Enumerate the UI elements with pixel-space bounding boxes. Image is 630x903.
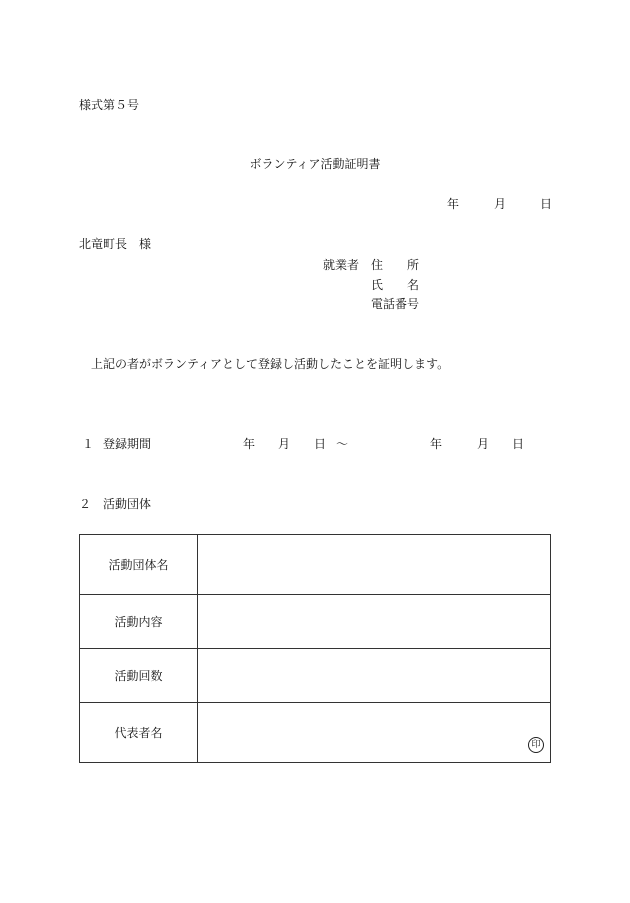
section2-label: 活動団体 [103,497,152,511]
period-from-year: 年 [243,437,256,451]
issue-day-label: 日 [540,197,553,211]
group-name-field[interactable] [198,535,551,595]
group-name-label: 活動団体名 [80,535,198,595]
table-row [80,595,551,649]
activity-content-label: 活動内容 [80,595,198,649]
table-row [80,649,551,703]
table-row [80,535,551,595]
issue-month-label: 月 [494,197,507,211]
activity-count-label: 活動回数 [80,649,198,703]
representative-label: 代表者名 [80,703,198,763]
period-to-year: 年 [430,437,443,451]
period-to-day: 日 [512,437,525,451]
issue-year-label: 年 [447,197,460,211]
table-row [80,703,551,763]
period-to-month: 月 [477,437,490,451]
activity-count-field[interactable] [198,649,551,703]
name-label: 氏 名 [371,278,420,292]
form-number: 様式第５号 [79,98,140,112]
period-from-day: 日 [314,437,327,451]
section1-label: 登録期間 [103,437,152,451]
applicant-label: 就業者 [323,258,360,272]
seal-mark: 印 [528,737,544,753]
section1-number: １ [82,437,95,451]
activity-table [79,534,551,763]
activity-content-field[interactable] [198,595,551,649]
representative-field[interactable] [198,703,551,763]
certification-text: 上記の者がボランティアとして登録し活動したことを証明します。 [91,357,450,371]
section2-number: ２ [79,497,92,511]
document-title: ボランティア活動証明書 [249,157,381,171]
period-from-month: 月 [278,437,291,451]
address-label: 住 所 [371,258,420,272]
phone-label: 電話番号 [371,297,420,311]
period-separator: ～ [336,437,349,451]
addressee: 北竜町長 様 [79,237,152,251]
